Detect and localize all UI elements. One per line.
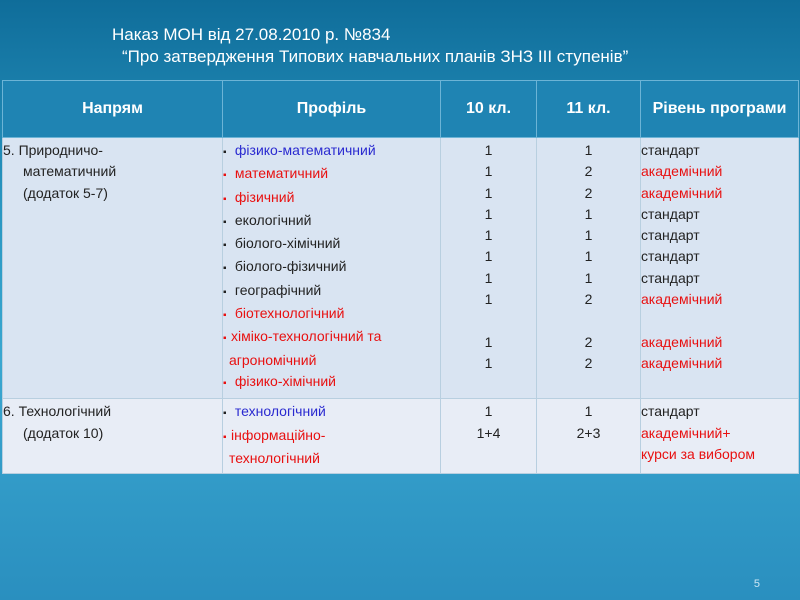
grade11-value: 2 — [584, 184, 593, 201]
level-value: стандарт — [641, 403, 700, 420]
direction-line: (додаток 10) — [23, 424, 104, 441]
bullet-icon: ▪ — [223, 431, 227, 443]
level-value: академічний — [641, 333, 723, 350]
bullet-icon: ▪ — [223, 147, 227, 158]
cell-level — [641, 399, 799, 474]
bullet-icon: ▪ — [223, 216, 227, 228]
bullet-icon: ▪ — [223, 240, 227, 252]
cell-grade11 — [537, 399, 641, 474]
header-grade11: 11 кл. — [537, 81, 641, 138]
grade10-value: 1 — [484, 227, 493, 244]
grade11-value: 1 — [584, 269, 593, 286]
table-row — [3, 399, 799, 474]
level-value: стандарт — [641, 227, 700, 244]
direction-line: математичний — [23, 163, 117, 180]
direction-line: 6. Технологічний — [3, 403, 112, 420]
grade11-value: 2 — [584, 163, 593, 180]
cell-level — [641, 138, 799, 399]
profile-item-continuation: агрономічний — [229, 351, 317, 368]
cell-profiles — [223, 138, 441, 399]
level-value: академічний — [641, 184, 723, 201]
grade10-value: 1 — [484, 163, 493, 180]
profile-item: ▪ технологічний — [223, 401, 440, 424]
level-value: академічний — [641, 291, 723, 308]
profile-item-continuation: технологічний — [229, 449, 320, 466]
cell-grade10 — [441, 138, 537, 399]
header-profile: Профіль — [223, 81, 441, 138]
profile-item: ▪ географічний — [223, 280, 440, 303]
level-value: академічний+ — [641, 424, 731, 441]
header-grade10: 10 кл. — [441, 81, 537, 138]
grade11-value: 1 — [584, 205, 593, 222]
grade11-value: 1 — [584, 142, 593, 158]
grade10-value: 1 — [484, 403, 493, 420]
grade10-value: 1+4 — [476, 424, 501, 441]
grade10-value: 1 — [484, 142, 493, 158]
grade11-value: 2 — [584, 291, 593, 308]
bullet-icon: ▪ — [223, 377, 227, 389]
grade10-value: 1 — [484, 248, 493, 265]
bullet-icon: ▪ — [223, 286, 227, 298]
grade10-value: 1 — [484, 333, 493, 350]
bullet-icon: ▪ — [223, 408, 227, 420]
grade11-value: 2 — [584, 354, 593, 371]
header-level: Рівень програми — [641, 81, 799, 138]
bullet-icon: ▪ — [223, 310, 227, 322]
grade10-value: 1 — [484, 184, 493, 201]
profile-item: ▪ математичний — [223, 163, 440, 186]
cell-direction — [3, 399, 223, 474]
profile-item: ▪ біотехнологічний — [223, 303, 440, 326]
table-header-row — [3, 81, 799, 138]
profile-item: ▪ інформаційно- — [223, 425, 440, 448]
level-value: курси за вибором — [641, 445, 755, 462]
level-value: стандарт — [641, 248, 700, 265]
bullet-icon: ▪ — [223, 333, 227, 345]
grade10-value: 1 — [484, 291, 493, 308]
grade11-value: 1 — [584, 403, 593, 420]
level-value: стандарт — [641, 269, 700, 286]
profile-item: ▪ фізичний — [223, 187, 440, 210]
page-number: 5 — [753, 578, 760, 590]
title-line-1: Наказ МОН від 27.08.2010 р. №834 — [112, 25, 391, 44]
grade10-value: 1 — [484, 354, 493, 371]
profile-item: ▪ біолого-хімічний — [223, 233, 440, 256]
bullet-icon: ▪ — [223, 263, 227, 275]
grade10-value: 1 — [484, 269, 493, 286]
profile-item: ▪ хіміко-технологічний та — [223, 326, 440, 349]
title-line-2: “Про затвердження Типових навчальних планів ЗНЗ ІІІ ступенів” — [122, 47, 629, 66]
bullet-icon: ▪ — [223, 170, 227, 182]
profile-item: ▪ екологічний — [223, 210, 440, 233]
level-value: академічний — [641, 354, 723, 371]
level-value: стандарт — [641, 205, 700, 222]
cell-grade11 — [537, 138, 641, 399]
cell-profiles — [223, 399, 441, 474]
curriculum-table — [2, 80, 799, 474]
direction-line: 5. Природничо- — [3, 142, 103, 158]
slide-title — [112, 24, 628, 68]
grade11-value: 2 — [584, 333, 593, 350]
grade11-value: 2+3 — [576, 424, 601, 441]
profile-item: ▪ біолого-фізичний — [223, 256, 440, 279]
level-value: академічний — [641, 163, 723, 180]
cell-direction — [3, 138, 223, 399]
grade11-value: 1 — [584, 248, 593, 265]
level-value: стандарт — [641, 142, 700, 158]
grade11-value: 1 — [584, 227, 593, 244]
header-direction: Напрям — [3, 81, 223, 138]
grade10-value: 1 — [484, 205, 493, 222]
profile-item: ▪ фізико-математичний — [223, 140, 440, 163]
bullet-icon: ▪ — [223, 193, 227, 205]
profile-item: ▪ фізико-хімічний — [223, 371, 440, 394]
cell-grade10 — [441, 399, 537, 474]
table-row — [3, 138, 799, 399]
direction-line: (додаток 5-7) — [23, 184, 108, 201]
